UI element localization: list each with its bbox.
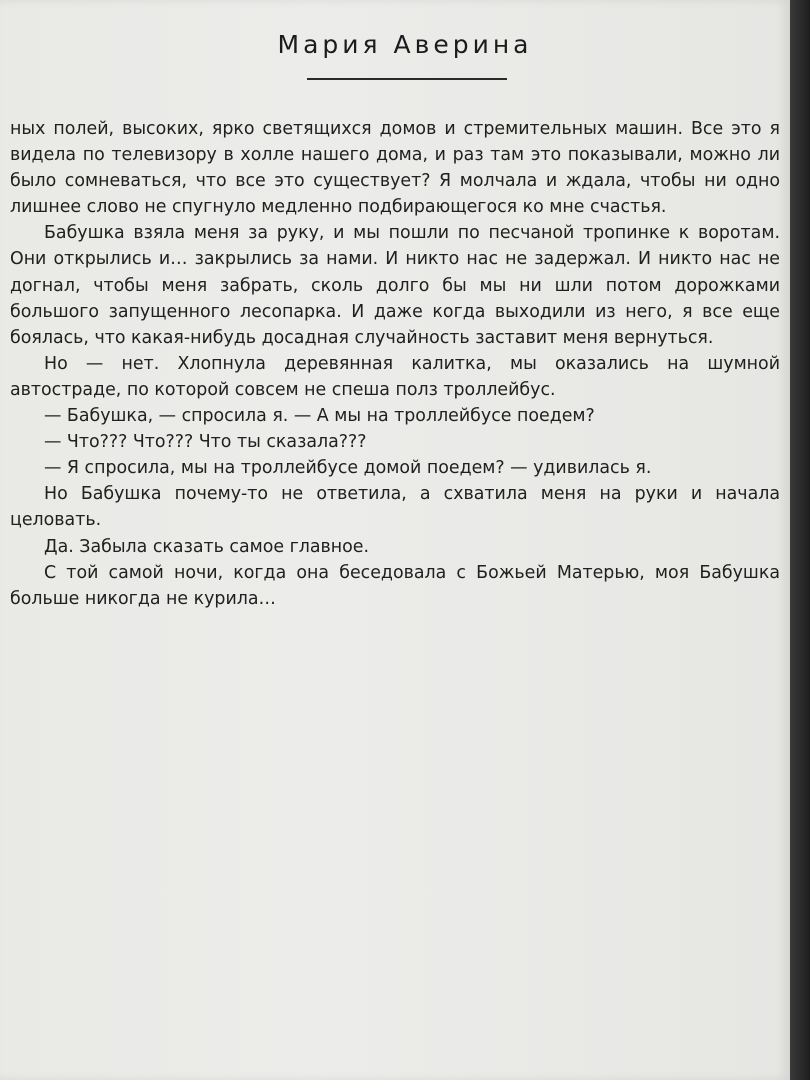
header-rule [307,78,507,80]
paragraph-3: Но — нет. Хлопнула деревянная калитка, мы оказались на шумной автостраде, по которой совсем не спеша полз троллейбус. [10,353,780,400]
page-edge [790,0,810,1080]
paragraph-5: — Что??? Что??? Что ты сказала??? [44,432,367,453]
paragraph-1: ных полей, высоких, ярко светящихся домов и стремительных машин. Все это я видела по телевизору в холле нашего дома, и раз там это показывали, можно ли было сомневаться, что все это существует? Я молчала и ждала, чтобы ни одно лишнее слово не спугнуло медленно подбирающегося ко мне счастья. [10,119,780,218]
paragraph-2: Бабушка взяла меня за руку, и мы пошли по песчаной тропинке к воротам. Они открылись и… закрылись за нами. И никто нас не задержал. И никто нас не догнал, чтобы меня забрать, сколь долго бы мы ни шли потом дорожками большого запущенного лесопарка. И даже когда выходили из него, я все еще боялась, что какая-нибудь досадная случайность заставит меня вернуться. [10,223,780,348]
paragraph-8: Да. Забыла сказать самое главное. [44,536,369,557]
running-header-author: Мария Аверина [277,30,533,59]
paragraph-7: Но Бабушка почему-то не ответила, а схватила меня на руки и начала целовать. [10,484,780,531]
body-text [10,116,780,612]
paragraph-9: С той самой ночи, когда она беседовала с Божьей Матерью, моя Бабушка больше никогда не курила… [10,562,780,609]
paragraph-4: — Бабушка, — спросила я. — А мы на троллейбусе поедем? [44,406,595,427]
paragraph-6: — Я спросила, мы на троллейбусе домой поедем? — удивилась я. [44,458,652,479]
